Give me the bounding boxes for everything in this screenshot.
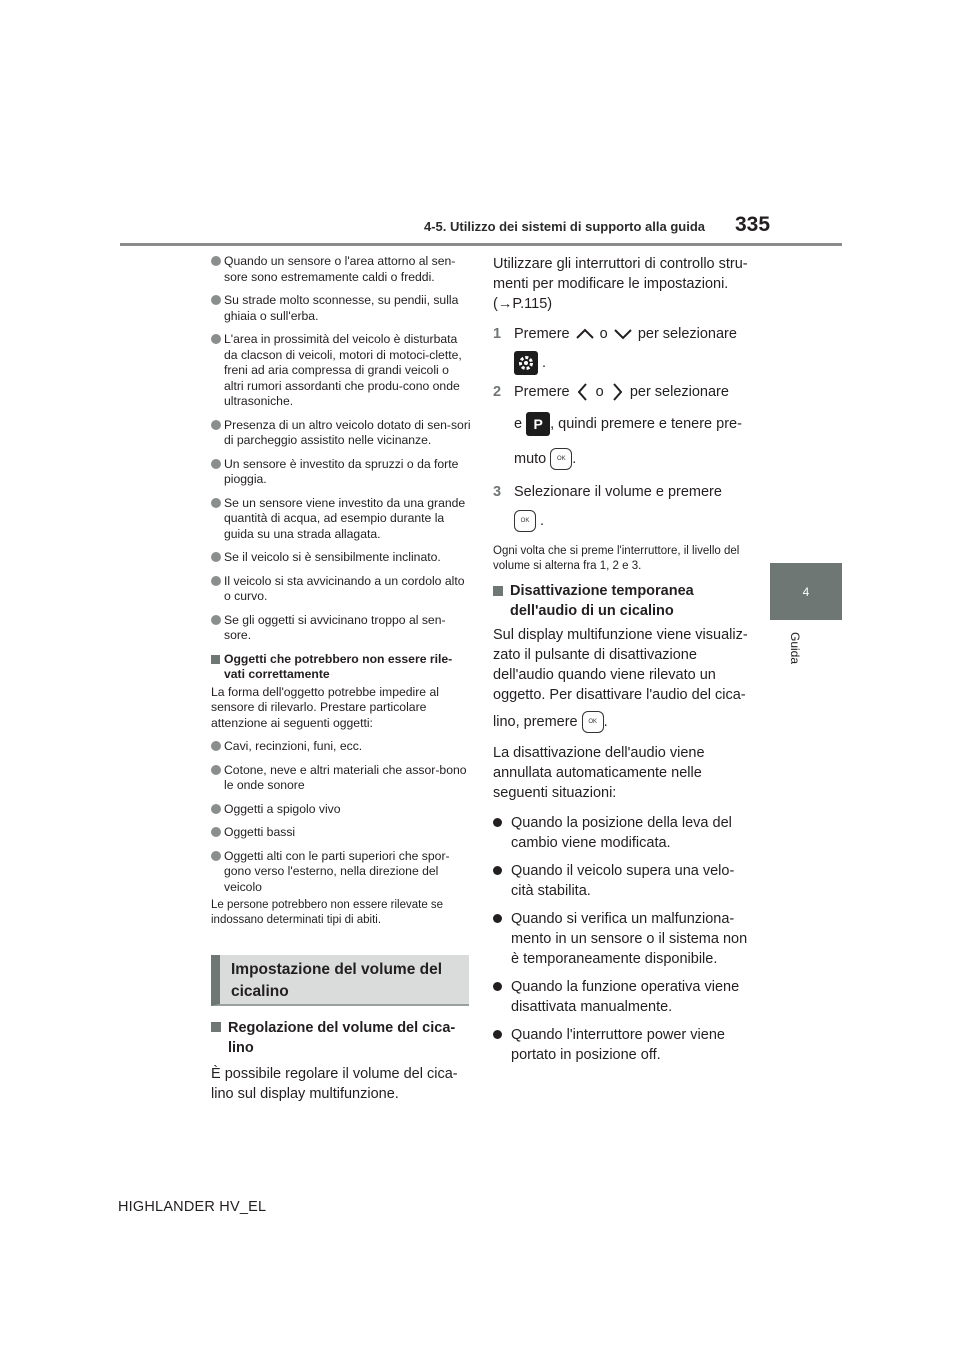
note-text: Le persone potrebbero non essere rilevate se indossano determinati tipi di abiti. xyxy=(211,899,444,926)
subheading-text: Regolazione del volume del cica-lino xyxy=(228,1020,456,1056)
bullet-icon xyxy=(211,576,221,586)
mute-text-line: lino, premere OK . xyxy=(493,711,753,733)
bullet-icon xyxy=(493,818,502,827)
bullet-icon xyxy=(211,256,221,266)
step-2-continued xyxy=(493,412,753,436)
bullet-icon xyxy=(211,804,221,814)
list-item xyxy=(211,849,471,896)
step-text: Premere xyxy=(514,384,570,400)
subheading-objects xyxy=(211,652,471,683)
volume-text: È possibile regolare il volume del cica-lino sul display multifunzione. xyxy=(211,1066,458,1102)
subheading-volume xyxy=(211,1018,471,1058)
step-text: , quindi premere e tenere pre- xyxy=(550,416,742,432)
subheading-mute xyxy=(493,581,753,621)
ok-label: OK xyxy=(588,719,597,726)
step-1-icon-line: . xyxy=(514,350,753,376)
list-item xyxy=(211,550,471,566)
intro-paragraph: Utilizzare gli interruttori di controllo stru-menti per modificare le impostazioni. (→P.115) xyxy=(493,256,748,312)
ok-label: OK xyxy=(556,456,566,463)
mute-text: Sul display multifunzione viene visualiz-zato il pulsante di disattivazione dell'audio quando viene rilevato un oggetto. Per disattivare l'audio del cica- xyxy=(493,627,748,704)
list-item-text: Quando l'interruttore power viene portato in posizione off. xyxy=(511,1027,725,1064)
parking-sensor-icon: P xyxy=(526,412,550,436)
section-title: 4-5. Utilizzo dei sistemi di supporto alla guida xyxy=(424,219,705,234)
list-item xyxy=(493,977,753,1017)
step-2-continued: muto OK . xyxy=(493,448,753,470)
list-item-text: Il veicolo si sta avvicinando a un cordolo alto o curvo. xyxy=(224,573,465,603)
list-item-text: Quando un sensore o l'area attorno al sen-sore sono estremamente caldi o freddi. xyxy=(224,254,456,284)
bullet-icon xyxy=(211,741,221,751)
objects-intro: La forma dell'oggetto potrebbe impedire al sensore di rilevarlo. Prestare particolare attenzione ai seguenti oggetti: xyxy=(211,684,439,730)
step-text: o xyxy=(599,326,608,342)
section-heading-box xyxy=(211,955,469,1006)
bullet-icon xyxy=(211,615,221,625)
list-item-text: Oggetti a spigolo vivo xyxy=(224,801,341,816)
chevron-right-icon xyxy=(608,382,626,402)
list-item-text: Se il veicolo si è sensibilmente inclinato. xyxy=(224,550,441,564)
bullet-icon xyxy=(493,982,502,991)
list-item xyxy=(211,496,471,543)
mute-text: lino, premere xyxy=(493,714,578,730)
ref-arrow: → xyxy=(497,296,513,312)
list-item-text: Cotone, neve e altri materiali che assor-bono le onde sonore xyxy=(224,762,467,792)
list-item-text: Cavi, recinzioni, funi, ecc. xyxy=(224,739,363,753)
list-item-text: L'area in prossimità del veicolo è disturbata da clacson di veicoli, motori di motoci-clette, freni ad aria compressa di grandi veicoli o altri rumori assordanti che produ-cono onde ultrasoniche. xyxy=(224,332,462,408)
bullet-icon xyxy=(211,295,221,305)
bullet-icon xyxy=(211,827,221,837)
list-item xyxy=(211,418,471,449)
step-3-icon-line: OK . xyxy=(514,508,753,534)
bullet-icon xyxy=(211,420,221,430)
list-item-text: Quando si verifica un malfunziona-mento in un sensore o il sistema non è temporaneamente disponibile. xyxy=(511,911,748,968)
bullet-icon xyxy=(211,459,221,469)
cancel-text: La disattivazione dell'audio viene annullata automaticamente nelle seguenti situazioni: xyxy=(493,745,705,802)
step-text: o xyxy=(595,384,604,400)
list-item xyxy=(493,909,753,969)
chapter-number: 4 xyxy=(802,584,810,599)
step-number: 1 xyxy=(493,326,502,342)
page-reference: P.115 xyxy=(512,296,548,312)
bullet-icon xyxy=(211,851,221,861)
list-item-text: Su strade molto sconnesse, su pendii, sulla ghiaia o sull'erba. xyxy=(224,293,459,323)
right-column xyxy=(493,254,753,1073)
list-item xyxy=(493,861,753,901)
bullet-icon xyxy=(211,334,221,344)
left-column xyxy=(211,254,471,927)
step-1 xyxy=(493,324,753,344)
list-item-text: Quando la posizione della leva del cambio viene modificata. xyxy=(511,815,732,852)
step-text: Premere xyxy=(514,326,570,342)
bullet-icon xyxy=(211,498,221,508)
bullet-icon xyxy=(493,1030,502,1039)
list-item-text: Se un sensore viene investito da una grande quantità di acqua, ad esempio durante la guida su una strada allagata. xyxy=(224,495,466,541)
ok-label: OK xyxy=(520,518,530,525)
bullet-icon xyxy=(493,866,502,875)
list-item xyxy=(211,254,471,285)
list-item-text: Un sensore è investito da spruzzi o da forte pioggia. xyxy=(224,456,459,486)
page-number: 335 xyxy=(735,213,771,236)
subheading-text: Oggetti che potrebbero non essere rile-vati correttamente xyxy=(224,651,453,681)
header-divider xyxy=(120,243,842,246)
list-item xyxy=(493,813,753,853)
note-text: Ogni volta che si preme l'interruttore, il livello del volume si alterna fra 1, 2 e 3. xyxy=(493,545,740,572)
bullet-icon xyxy=(211,765,221,775)
subheading-text: Disattivazione temporanea dell'audio di un cicalino xyxy=(510,583,694,620)
step-text: per selezionare xyxy=(629,384,729,400)
chapter-tab xyxy=(770,563,842,620)
list-item xyxy=(211,613,471,644)
step-text: e xyxy=(514,416,523,432)
ok-button-icon xyxy=(582,711,604,733)
chevron-down-icon xyxy=(612,326,634,342)
list-item xyxy=(211,802,471,818)
list-item-text: Presenza di un altro veicolo dotato di sen-sori di parcheggio assistito nelle vicinanze. xyxy=(224,417,471,447)
bullet-icon xyxy=(211,552,221,562)
list-item-text: Quando la funzione operativa viene disattivata manualmente. xyxy=(511,979,740,1016)
left-bottom-block xyxy=(211,1018,471,1104)
step-text: per selezionare xyxy=(637,326,737,342)
step-2 xyxy=(493,382,753,402)
list-item xyxy=(211,457,471,488)
gear-icon xyxy=(514,351,538,375)
list-item xyxy=(211,574,471,605)
list-item-text: Oggetti bassi xyxy=(224,825,296,839)
step-number: 2 xyxy=(493,384,502,400)
list-item xyxy=(211,763,471,794)
section-heading: Impostazione del volume del cicalino xyxy=(231,961,443,1000)
list-item-text: Quando il veicolo supera una velo-cità stabilita. xyxy=(511,863,735,900)
intro-text: Utilizzare gli interruttori di controllo stru-menti per modificare le impostazioni. xyxy=(493,256,748,292)
chapter-name: Guida xyxy=(788,632,802,665)
square-bullet-icon xyxy=(493,586,503,596)
chevron-up-icon xyxy=(574,326,596,342)
step-number: 3 xyxy=(493,484,502,501)
list-item xyxy=(211,739,471,755)
list-item xyxy=(211,293,471,324)
ok-button-icon xyxy=(514,510,536,532)
step-3 xyxy=(493,482,753,502)
step-text: muto xyxy=(514,451,547,467)
list-item-text: Oggetti alti con le parti superiori che spor-gono verso l'esterno, nella direzione del veicolo xyxy=(224,848,450,894)
list-item-text: Se gli oggetti si avvicinano troppo al sen-sore. xyxy=(224,612,446,642)
step-text: Selezionare il volume e premere xyxy=(514,484,722,501)
ok-button-icon xyxy=(550,448,572,470)
square-bullet-icon xyxy=(211,655,220,664)
list-item xyxy=(211,825,471,841)
bullet-icon xyxy=(493,914,502,923)
square-bullet-icon xyxy=(211,1022,221,1032)
footer-model: HIGHLANDER HV_EL xyxy=(118,1199,267,1215)
list-item xyxy=(493,1025,753,1065)
chevron-left-icon xyxy=(574,382,592,402)
list-item xyxy=(211,332,471,410)
